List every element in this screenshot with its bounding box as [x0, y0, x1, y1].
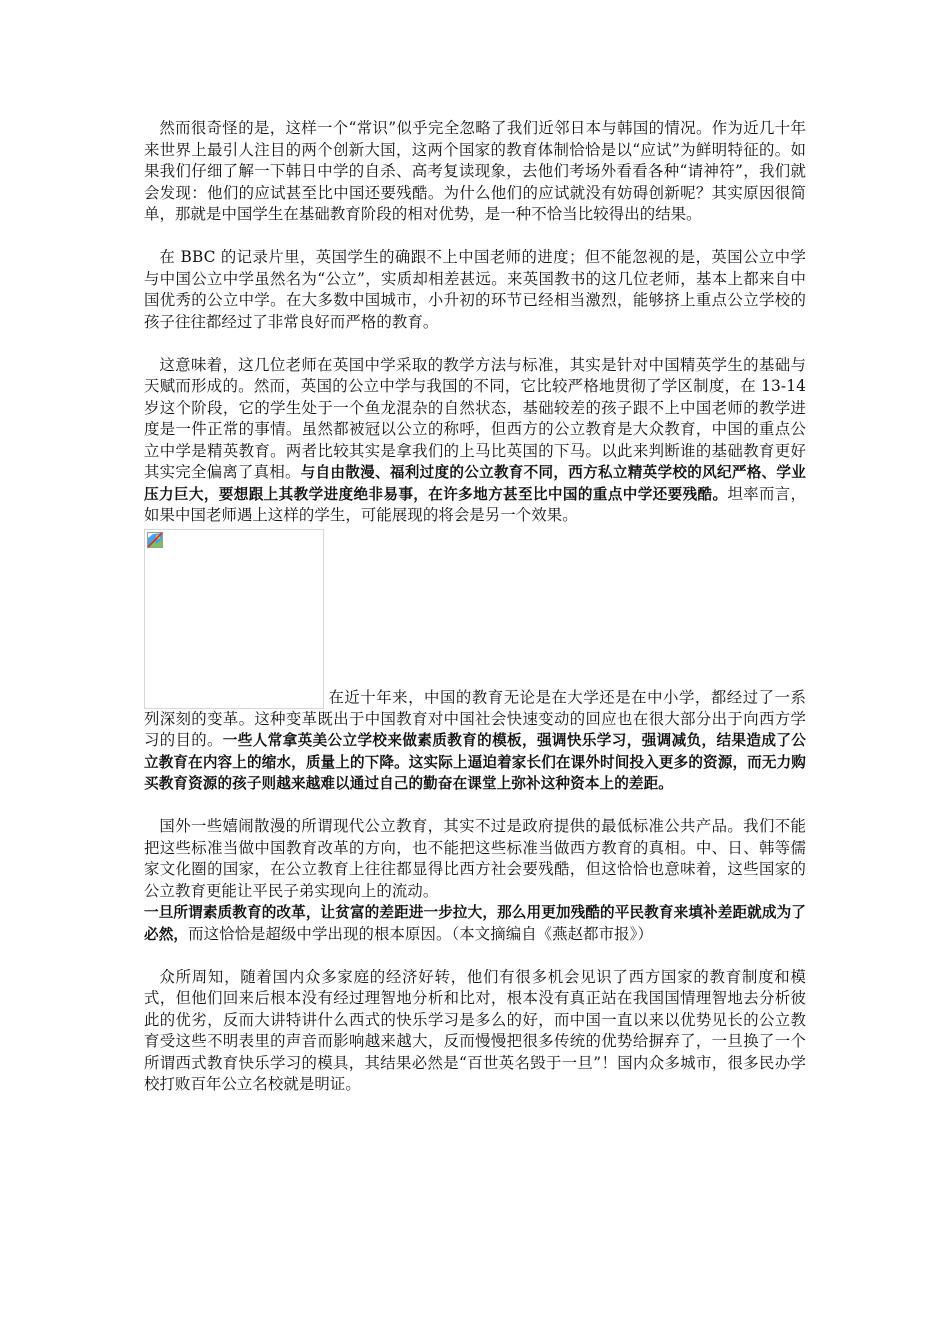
paragraph-6 [144, 902, 806, 945]
paragraph-7-text: 众所周知，随着国内众多家庭的经济好转，他们有很多机会见识了西方国家的教育制度和模式，但他们回来后根本没有经过理智地分析和比对，根本没有真正站在我国国情理智地去分析彼此的优劣，反而大讲特讲什么西式的快乐学习是多么的好，而中国一直以来以优势见长的公立教育受这些不明表里的声音而影响越来越大，反而慢慢把很多传统的优势给摒弃了，一旦换了一个所谓西式教育快乐学习的模具，其结果必然是“百世英名毁于一旦”！国内众多城市，很多民办学校打败百年公立名校就是明证。 [144, 967, 806, 1093]
broken-image-icon [147, 532, 163, 548]
paragraph-3 [144, 355, 806, 527]
document-body [144, 118, 806, 1117]
paragraph-6-bold-text: 一旦所谓素质教育的改革，让贫富的差距进一步拉大，那么用更加残酷的平民教育来填补差距就成为了必然， [144, 904, 806, 943]
paragraph-4-bold-text: 一些人常拿英美公立学校来做素质教育的模板，强调快乐学习，强调减负，结果造成了公立教育在内容上的缩水，质量上的下降。这实际上逼迫着家长们在课外时间投入更多的资源，而无力购买教育资源的孩子则越来越难以通过自己的勤奋在课堂上弥补这种资本上的差距。 [144, 732, 806, 792]
embedded-image [144, 529, 324, 709]
paragraph-1-text: 然而很奇怪的是，这样一个“常识”似乎完全忽略了我们近邻日本与韩国的情况。作为近几十年来世界上最引人注目的两个创新大国，这两个国家的教育体制恰恰是以“应试”为鲜明特征的。如果我们仔细了解一下韩日中学的自杀、高考复读现象，去他们考场外看看各种“请神符”，我们就会发现：他们的应试甚至比中国还要残酷。为什么他们的应试就没有妨碍创新呢？其实原因很简单，那就是中国学生在基础教育阶段的相对优势，是一种不恰当比较得出的结果。 [144, 119, 806, 223]
paragraph-3-text: 这意味着，这几位老师在英国中学采取的教学方法与标准，其实是针对中国精英学生的基础与天赋而形成的。然而，英国的公立中学与我国的不同，它比较严格地贯彻了学区制度，在 13-14 岁这个阶段，它的学生处于一个鱼龙混杂的自然状态，基础较差的孩子跟不上中国老师的教学进度是一件正常的事情。虽然都被冠以公立的称呼，但西方的公立教育是大众教育，中国的重点公立中学是精英教育。两者比较其实是拿我们的上马比英国的下马。以此来判断谁的基础教育更好其实完全偏离了真相。 [144, 355, 806, 481]
paragraph-4-text: 在近十年来，中国的教育无论是在大学还是在中小学，都经过了一系列深刻的变革。这种变革既出于中国教育对中国社会快速变动的回应也在很大部分出于向西方学习的目的。 [144, 688, 806, 749]
paragraph-4 [144, 527, 806, 795]
paragraph-1 [144, 118, 806, 226]
paragraph-2 [144, 247, 806, 333]
paragraph-5 [144, 816, 806, 902]
paragraph-2-text: 在 BBC 的记录片里，英国学生的确跟不上中国老师的进度；但不能忽视的是，英国公立中学与中国公立中学虽然名为“公立”，实质却相差甚远。来英国教书的这几位老师，基本上都来自中国优秀的公立中学。在大多数中国城市，小升初的环节已经相当激烈，能够挤上重点公立学校的孩子往往都经过了非常良好而严格的教育。 [144, 248, 806, 331]
paragraph-7 [144, 967, 806, 1096]
paragraph-3-bold-text: 与自由散漫、福利过度的公立教育不同，西方私立精英学校的风纪严格、学业压力巨大，要想跟上其教学进度绝非易事，在许多地方甚至比中国的重点中学还要残酷。 [144, 464, 806, 503]
paragraph-3-text-end: 坦率而言，如果中国老师遇上这样的学生，可能展现的将会是另一个效果。 [144, 484, 806, 524]
paragraph-5-text: 国外一些嬉闹散漫的所谓现代公立教育，其实不过是政府提供的最低标准公共产品。我们不能把这些标准当做中国教育改革的方向，也不能把这些标准当做西方教育的真相。中、日、韩等儒家文化圈的国家，在公立教育上往往都显得比西方社会要残酷，但这恰恰也意味着，这些国家的公立教育更能让平民子弟实现向上的流动。 [144, 817, 806, 900]
paragraph-6-text: 而这恰恰是超级中学出现的根本原因。（本文摘编自《燕赵都市报》） [188, 924, 653, 943]
